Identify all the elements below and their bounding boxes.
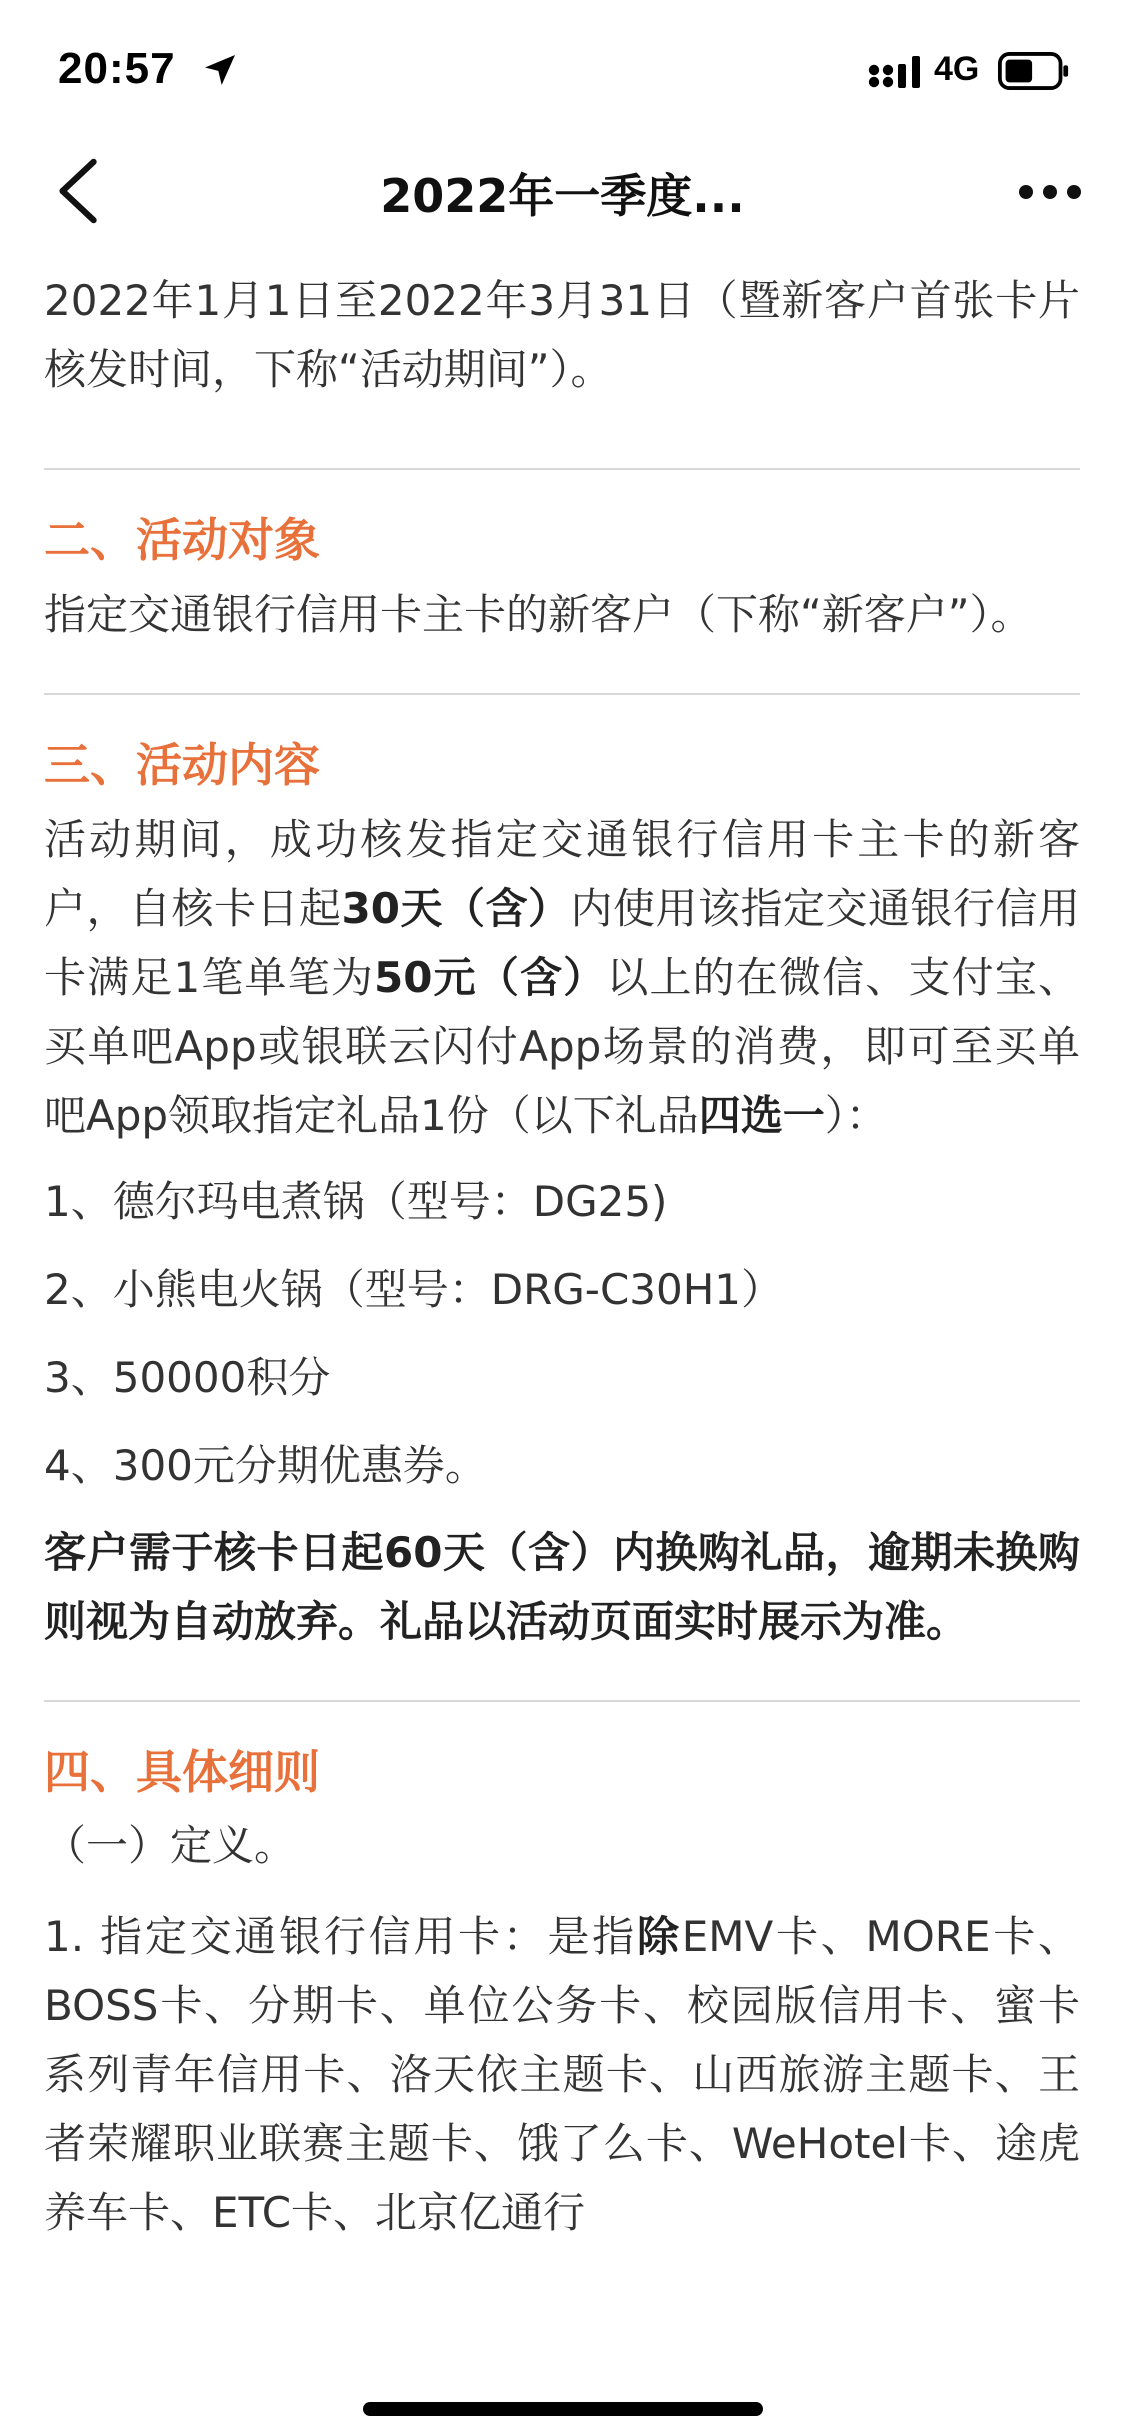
gift-option: 1、德尔玛电煮锅（型号：DG25) — [44, 1177, 668, 1226]
gift-option: 3、50000积分 — [44, 1353, 331, 1402]
status-time: 20:57 — [58, 44, 176, 93]
gift-option: 4、300元分期优惠券。 — [44, 1441, 487, 1490]
ellipsis-icon[interactable] — [1016, 180, 1084, 204]
battery-icon — [998, 52, 1070, 90]
network-type: 4G — [934, 50, 980, 88]
status-bar — [0, 0, 1125, 140]
body-text: 活动期间，成功核发指定交通银行信用卡主卡的新客户，自核卡日起 — [44, 815, 1080, 933]
body-text: EMV卡、MORE卡、BOSS卡、分期卡、单位公务卡、校园版信用卡、蜜卡系列青年信用卡、洛天依主题卡、山西旅游主题卡、王者荣耀职业联赛主题卡、饿了么卡、WeHotel卡、途虎养车卡、ETC卡、北京亿通行 — [44, 1912, 1080, 2237]
section-title-content: 三、活动内容 — [44, 738, 320, 792]
home-indicator[interactable] — [363, 2402, 763, 2416]
bold-text: 四选一 — [698, 1091, 825, 1140]
section-title-rules: 四、具体细则 — [44, 1745, 320, 1799]
redeem-note: 客户需于核卡日起60天（含）内换购礼品，逾期未换购则视为自动放弃。礼品以活动页面实时展示为准。 — [44, 1528, 1080, 1646]
page-title: 2022年一季度... — [380, 169, 745, 223]
bold-text: 50元（含） — [374, 953, 607, 1002]
location-arrow-icon — [200, 50, 240, 90]
section-body-rules — [44, 1902, 1080, 2247]
intro-text: 2022年1月1日至2022年3月31日（暨新客户首张卡片核发时间，下称“活动期间”）。 — [44, 276, 1080, 394]
gift-option: 2、小熊电火锅（型号：DRG-C30H1） — [44, 1265, 784, 1314]
subsection-title: （一）定义。 — [44, 1821, 297, 1870]
bold-text: 除 — [637, 1912, 682, 1961]
section-body-content — [44, 805, 1080, 1150]
body-text: ）： — [824, 1091, 888, 1140]
body-text: 1. 指定交通银行信用卡：是指 — [44, 1912, 638, 1961]
article-content — [44, 266, 1080, 2247]
section-body-targets: 指定交通银行信用卡主卡的新客户（下称“新客户”）。 — [44, 590, 1033, 639]
signal-icon — [868, 54, 924, 90]
nav-bar — [0, 140, 1125, 240]
body-text: 内使用该指定交通银行信用卡满足1笔单笔为 — [44, 884, 1080, 1002]
bold-text: 30天（含） — [341, 884, 571, 933]
section-title-targets: 二、活动对象 — [44, 513, 320, 567]
body-text: 以上的在微信、支付宝、买单吧App或银联云闪付App场景的消费，即可至买单吧App领取指定礼品1份（以下礼品 — [44, 953, 1080, 1140]
